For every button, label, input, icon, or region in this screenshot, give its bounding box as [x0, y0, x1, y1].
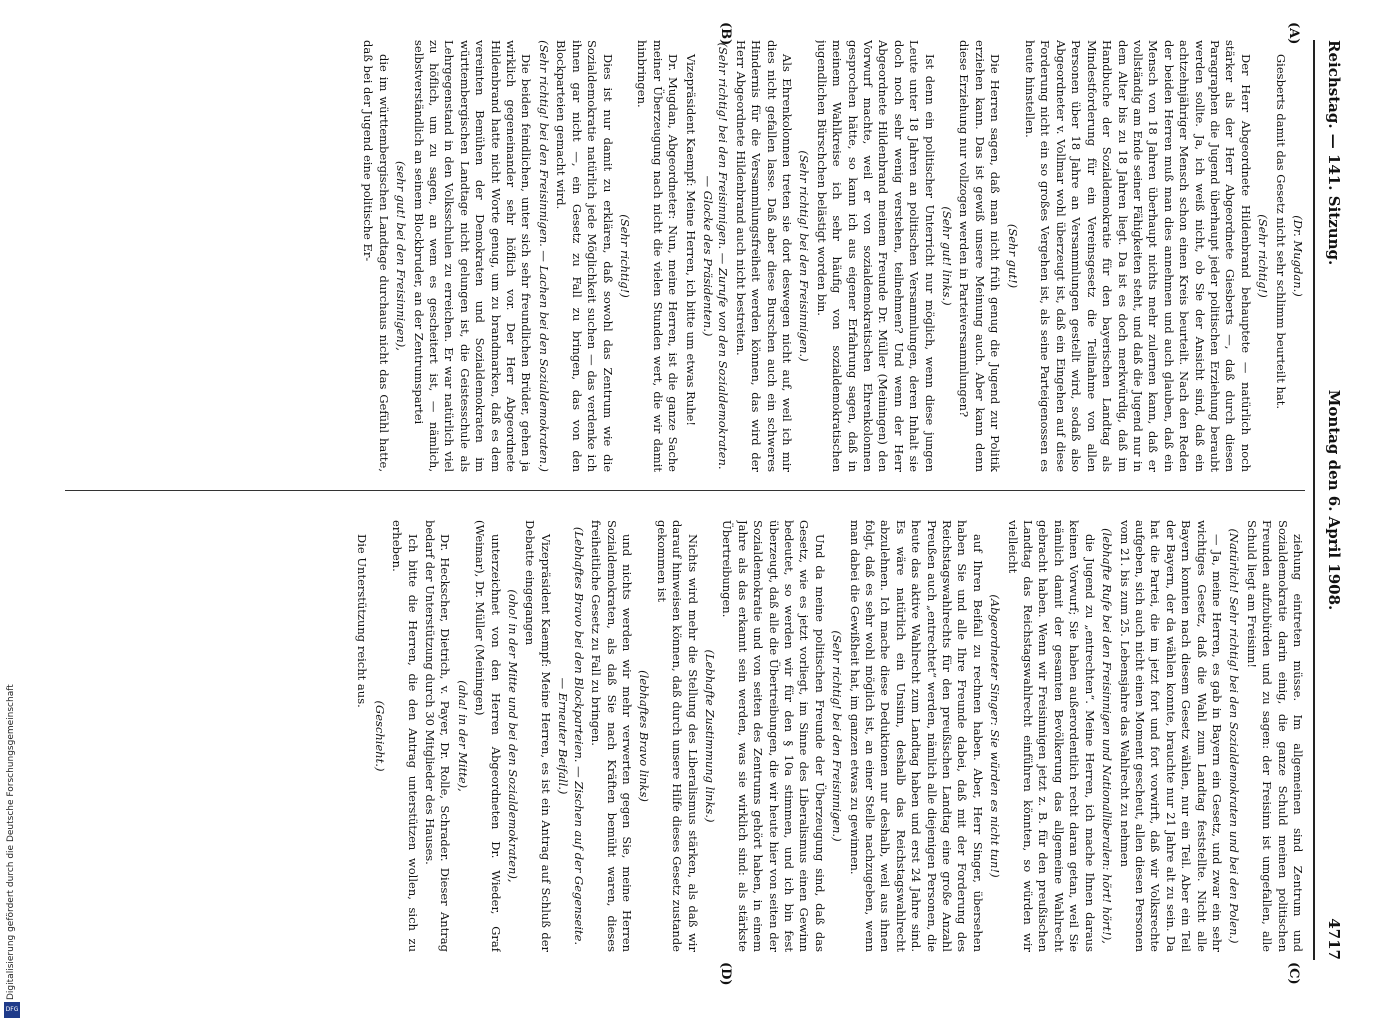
paragraph: Ich bitte die Herren, die den Antrag unterstützen wollen, sich zu erheben.	[390, 520, 420, 952]
dfg-logo: DFG	[4, 1002, 20, 1018]
paragraph: (Sehr richtig! bei den Freisinnigen. — Lachen bei den Sozialdemokraten.)	[536, 40, 551, 472]
paragraph: (Lebhaftes Bravo bei den Blockparteien. — Zischen auf der Gegenseite. — Erneuter Beifall.)	[556, 526, 586, 946]
header-center: Montag den 6. April 1908.	[1325, 389, 1343, 611]
margin-mark-d: (D)	[718, 962, 733, 986]
paragraph: (Natürlich! Sehr richtig! bei den Sozialdemokraten und bei den Polen.)	[1227, 528, 1242, 944]
paragraph: (aha! in der Mitte),	[455, 680, 470, 792]
paragraph: unterzeichnet von den Herren Abgeordneten Dr. Wieder, Graf (Weimar), Dr. Müller (Meiningen)	[473, 520, 503, 952]
header-rule	[1313, 40, 1315, 960]
paragraph: Die Herren sagen, daß man nicht früh genug die Jugend zur Politik erziehen kann. Das ist gewiß unsere Meinung auch. Aber kann denn diese Erziehung nur vollzogen werden in Parteiversammlungen?	[957, 40, 1003, 472]
column-divider	[65, 490, 1305, 491]
margin-mark-c: (C)	[1286, 962, 1301, 985]
paragraph: auf Ihren Beifall zu rechnen haben. Aber, Herr Singer, übersehen haben Sie und alle Ihre Freunde dabei, daß mit der Forderung des Reichstagswahlrechts für den preußischen Landtag eine große Anzahl Preußen auch „entrechtet“ werden, nämlich alle diejenigen Personen, die heute das aktive Wahlrecht zum Landtag haben und erst 24 Jahre sind. Es wäre natürlich ein Unsinn, deshalb das Reichstagswahlrecht abzulehnen. Ich mache diese Deduktionen nur deshalb, weil aus ihnen folgt, daß es sehr wohl möglich ist, an einer Stelle nachzugeben, wenn man dabei die Gewißheit hat, im ganzen etwas zu gewinnen.	[847, 520, 985, 952]
digitization-footer	[2, 600, 22, 1013]
paragraph: die Jugend zu „entrechten“. Meine Herren, ich mache Ihnen daraus keinen Vorwurf; Sie haben außerordentlich recht daran getan, weil Sie nämlich damit der gesamten Bevölkerung das allgemeine Wahlrecht gebracht haben. Wenn wir Freisinnigen jetzt z. B. für den preußischen Landtag das Reichstagswahlrecht einführen könnten, so würden wir vielleicht	[1005, 520, 1097, 952]
page-header	[1315, 40, 1343, 960]
page-number: 4717	[1325, 918, 1343, 960]
paragraph: Und da meine politischen Freunde der Überzeugung sind, daß das Gesetz, wie es jetzt vorliegt, im Sinne des Liberalismus einen Gewinn bedeutet, so werden wir für den § 10a stimmen, und ich bin fest überzeugt, daß alle die Übertreibungen, die wir heute hier von seiten der Sozialdemokratie und von seiten des Zentrums gehört haben, in einem Jahre als das erkannt sein werden, was sie wirklich sind: als stärkste Übertreibungen.	[720, 520, 827, 952]
header-left: Reichstag. — 141. Sitzung.	[1325, 40, 1343, 266]
paragraph: Dies ist nur damit zu erklären, daß sowohl das Zentrum wie die Sozialdemokratie natürlich jede Möglichkeit suchen — das verdenke ich ihnen gar nicht —, ein Gesetz zu Fall zu bringen, das von den Blockparteien gemacht wird.	[554, 40, 615, 472]
paragraph: (Sehr richtig! bei den Freisinnigen. — Zurufe von den Sozialdemokraten. — Glocke des Präsidenten.)	[700, 42, 731, 470]
text-column-left	[65, 40, 1305, 472]
paragraph: und nichts werden wir mehr verwerten gegen Sie, meine Herren Sozialdemokraten, als daß Sie nach Kräften bemüht waren, dieses freiheitliche Gesetz zu Fall zu bringen.	[589, 520, 634, 952]
paragraph: (lebhaftes Bravo links)	[637, 670, 652, 802]
paragraph: (sehr gut! bei den Freisinnigen),	[394, 161, 409, 351]
paragraph: ziehung eintreten müsse. Im allgemeinen sind Zentrum und Sozialdemokratie darin einig, die ganze Schuld meinen politischen Freunden aufzubürden und zu sagen: der Freisinn ist umgefallen, alle Schuld liegt am Freisinn!	[1244, 520, 1305, 952]
paragraph: Vizepräsident Kaempf: Meine Herren, es ist ein Antrag auf Schluß der Debatte eingegangen	[523, 520, 553, 952]
paragraph: Der Herr Abgeordnete Hildenbrand behauptete — natürlich noch stärker als der Herr Abgeordnete Giesberts —, daß durch diesen Paragraphen die Jugend überhaupt jeder politischen Erziehung beraubt werden sollte. Ja, ich weiß nicht, ob Sie der Ansicht sind, daß ein achtzehnjähriger Mensch schon einen Kreis beurteilt. Nach den Reden der beiden Herren muß man dies annehmen und auch glauben, daß ein Mensch von 18 Jahren überhaupt nichts mehr zulernen kann, daß er vollständig am Ende seiner Fähigkeiten steht, und daß die Jugend nur in dem Alter bis zu 18 Jahren liegt. Da ist es doch merkwürdig, daß im Handbuche der Sozialdemokratie für den bayerischen Landtag als Mindestforderung für ein Vereinsgesetz die Teilnahme von allen Personen über 18 Jahre an Versammlungen gestellt wird, sodaß also Abgeordneter v. Vollmar wohl überzeugt ist, daß ein Eingehen auf diese Forderung nicht ein so großes Vergehen ist, als seine Parteigenossen es heute hinstellen.	[1023, 40, 1253, 472]
footer-text: Digitalisierung gefördert durch die Deutsche Forschungsgemeinschaft	[6, 684, 16, 1000]
paragraph: (Lebhafte Zustimmung links.)	[702, 649, 717, 823]
paragraph: Ist denn ein politischer Unterricht nur möglich, wenn diese jungen Leute unter 18 Jahren an politischen Versammlungen, deren Inhalt sie doch noch sehr wenig verstehen, teilnehmen? Und wenn der Herr Abgeordnete Hildenbrand meinem Freunde Dr. Müller (Meiningen) den Vorwurf machte, weil er von sozialdemokratischen Ehrenkolonnen gesprochen hätte, so kann ich aus eigener Erfahrung sagen, daß in meinem Wahlkreise ich sehr häufig von sozialdemokratischen jugendlichen Bürschchen belästigt worden bin.	[814, 40, 937, 472]
speaker-tag: (Dr. Mugdan.)	[1291, 215, 1305, 297]
margin-mark-b: (B)	[718, 22, 733, 46]
margin-mark-a: (A)	[1286, 22, 1301, 45]
paragraph: Dr. Heckscher, Dietrich, v. Payer, Dr. Rolle, Schrader. Dieser Antrag bedarf der Unterstützung durch 30 Mitglieder des Hauses.	[423, 520, 453, 952]
paragraph: (Sehr richtig!)	[617, 214, 632, 298]
paragraph: (Sehr richtig! bei den Freisinnigen.)	[797, 150, 812, 362]
paragraph: Die beiden feindlichen, unter sich sehr freundlichen Brüder, gehen ja wirklich gegeneinander sehr höflich vor. Der Herr Abgeordnete Hildenbrand hatte nicht Worte genug, um zu brandmarken, daß es dem vereinten Bemühen der Demokraten und Sozialdemokraten im württembergischen Landtage nicht gelungen ist, die Geistesschule als Lehrgegenstand in den Volksschulen zu erreichen. Er war natürlich viel zu höflich, um zu sagen, an wem es gescheitert ist, — nämlich, selbstverständlich an seinem Blockbruder, an der Zentrumspartei	[411, 40, 534, 472]
paragraph: (lebhafte Rufe bei den Freisinnigen und Nationalliberalen: hört! hört!),	[1100, 528, 1115, 944]
text-column-right	[65, 520, 1305, 952]
paragraph: Giesberts damit das Gesetz nicht sehr schlimm beurteilt hat.	[1273, 54, 1288, 410]
paragraph: Als Ehrenkolonnen treten sie dort deswegen nicht auf, weil ich mir dies nicht gefallen lasse. Daß aber diese Burschen auch ein schweres Hindernis für die Versammlungsfreiheit werden können, das wird der Herr Abgeordnete Hildenbrand auch nicht bestreiten.	[733, 40, 794, 472]
paragraph: (Sehr richtig!)	[1256, 214, 1271, 298]
paragraph: (Geschieht.)	[372, 700, 387, 772]
paragraph: — Ja, meine Herren, es gab in Bayern ein Gesetz, und zwar ein sehr wichtiges Gesetz, daß die Wahl zum Landtag feststellte. Nicht alle Bayern konnten nach diesem Gesetz wählen, nur ein Teil. Aber ein Teil der Bayern, der da wählen konnte, brauchte nur 21 Jahre alt zu sein. Da hat die Partei, die im jetzt fort und fort vorwirft, daß wir Volksrechte aufgeben, sich auch nicht einen Moment gescheut, allen diesen Personen vom 21. bis zum 25. Lebensjahre das Wahlrecht zu nehmen	[1117, 520, 1224, 952]
paragraph: Dr. Mugdan, Abgeordneter: Nun, meine Herren, ist die ganze Sache meiner Überzeugung nach nicht die vielen Stunden wert, die wir damit hinbringen.	[635, 40, 681, 472]
paragraph: Nichts wird mehr die Stellung des Liberalismus stärken, als daß wir darauf hinweisen können, daß durch unsere Hilfe dieses Gesetz zustande gekommen ist	[654, 520, 700, 952]
paragraph: Vizepräsident Kaempf: Meine Herren, ich bitte um etwas Ruhe!	[683, 54, 698, 427]
paragraph: (Sehr richtig! bei den Freisinnigen.)	[830, 630, 845, 842]
paragraph: (Sehr gut! links.)	[940, 206, 955, 306]
paragraph: (Abgeordneter Singer: Sie würden es nicht tun!)	[988, 594, 1003, 878]
paragraph: die im württembergischen Landtage durchaus nicht das Gefühl hatte, daß bei der Jugend eine politische Er-	[361, 40, 391, 472]
paragraph: (oho! in der Mitte und bei den Sozialdemokraten),	[506, 589, 521, 883]
paragraph: Die Unterstützung reicht aus.	[355, 534, 370, 708]
paragraph: (Sehr gut!)	[1005, 223, 1020, 289]
